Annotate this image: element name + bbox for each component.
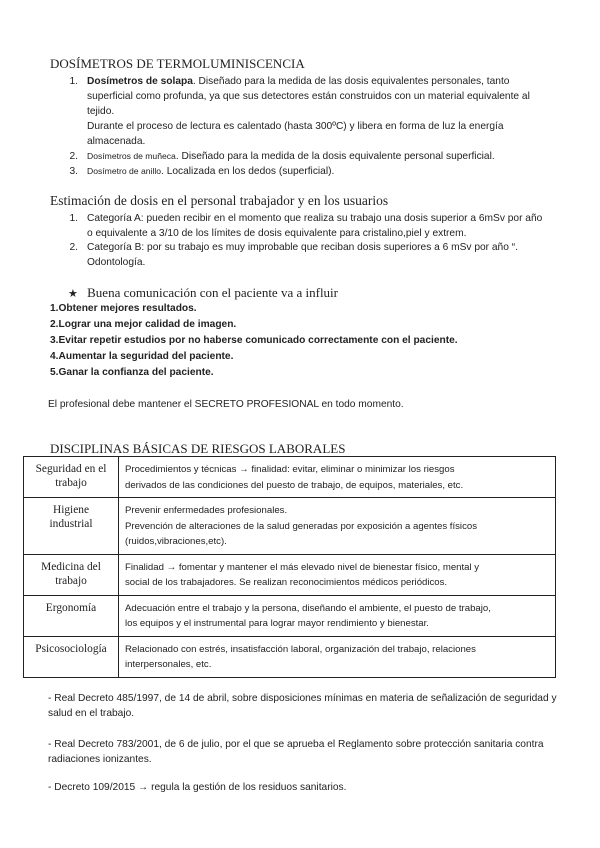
professional-note: El profesional debe mantener el SECRETO PROFESIONAL en todo momento.: [48, 399, 404, 410]
discipline-description: Procedimientos y técnicas → finalidad: evitar, eliminar o minimizar los riesgos derivados de las condiciones del puesto de trabajo, de equipos, materiales, etc.: [119, 457, 556, 498]
decree-note: - Real Decreto 783/2001, de 6 de julio, por el que se aprueba el Reglamento sobre protección sanitaria contra radiaciones ionizantes.: [48, 739, 544, 765]
section-title-estimacion: Estimación de dosis en el personal trabajador y en los usuarios: [50, 193, 389, 208]
list-item: 1. Categoría A: pueden recibir en el momento que realiza su trabajo una dosis superior a 6mSv por año o equivalente a 3/10 de los límites de dosis equivalente para cristalino,piel y extrem.: [69, 213, 543, 239]
list-item: 5.Ganar la confianza del paciente.: [50, 367, 214, 378]
table-row: [24, 498, 556, 555]
list-item: 4.Aumentar la seguridad del paciente.: [50, 351, 234, 362]
discipline-name: Higiene industrial: [24, 498, 119, 555]
list-item: 3. Dosímetro de anillo. Localizada en los dedos (superficial).: [69, 166, 335, 177]
discipline-description: Adecuación entre el trabajo y la persona, diseñando el ambiente, el puesto de trabajo, los equipos y el instrumental para lograr mayor rendimiento y bienestar.: [119, 595, 556, 636]
disciplines-table: [23, 456, 556, 678]
discipline-name: Psicosociología: [24, 636, 119, 677]
discipline-name: Ergonomía: [24, 595, 119, 636]
decree-note: - Decreto 109/2015 → regula la gestión de los residuos sanitarios.: [48, 782, 347, 793]
list-item: 2. Dosímetros de muñeca. Diseñado para la medida de la dosis equivalente personal superficial.: [69, 151, 495, 162]
list-item: 2.Lograr una mejor calidad de imagen.: [50, 319, 237, 330]
item-label: Dosímetros de solapa: [87, 76, 193, 87]
list-item: 1. Dosímetros de solapa. Diseñado para la medida de las dosis equivalentes personales, tanto superficial como profunda, ya que sus detectores están construidos con un material equivalente al tejido. Durante el proceso de lectura es calentado (hasta 300ºC) y libera en forma de luz la energía almacenada.: [69, 76, 530, 147]
table-row: [24, 457, 556, 498]
decree-note: - Real Decreto 485/1997, de 14 de abril, sobre disposiciones mínimas en materia de señalización de seguridad y salud en el trabajo.: [48, 693, 557, 719]
discipline-description: Prevenir enfermedades profesionales. Prevención de alteraciones de la salud generadas por exposición a agentes físicos (ruidos,vibraciones,etc).: [119, 498, 556, 555]
section-title-disciplinas: DISCIPLINAS BÁSICAS DE RIESGOS LABORALES: [50, 441, 346, 456]
table-row: [24, 636, 556, 677]
discipline-description: Relacionado con estrés, insatisfacción laboral, organización del trabajo, relaciones interpersonales, etc.: [119, 636, 556, 677]
list-item: 2. Categoría B: por su trabajo es muy improbable que reciban dosis superiores a 6 mSv por año “. Odontología.: [69, 242, 518, 268]
item-label: Dosímetros de muñeca: [87, 151, 176, 161]
discipline-description: Finalidad → fomentar y mantener el más elevado nivel de bienestar físico, mental y social de los trabajadores. Se realizan reconocimientos médicos periódicos.: [119, 554, 556, 595]
discipline-name: Seguridad en el trabajo: [24, 457, 119, 498]
table-row: [24, 554, 556, 595]
list-item: 3.Evitar repetir estudios por no haberse comunicado correctamente con el paciente.: [50, 335, 458, 346]
star-icon: ★: [68, 287, 78, 300]
table-row: [24, 595, 556, 636]
numbered-list: [50, 301, 560, 381]
list-item: 1.Obtener mejores resultados.: [50, 303, 197, 314]
section-title-comunicacion: ★ Buena comunicación con el paciente va a influir: [68, 285, 338, 300]
discipline-name: Medicina del trabajo: [24, 554, 119, 595]
item-label: Dosímetro de anillo: [87, 166, 162, 176]
section-title-dosimetros: DOSÍMETROS DE TERMOLUMINISCENCIA: [50, 56, 305, 71]
